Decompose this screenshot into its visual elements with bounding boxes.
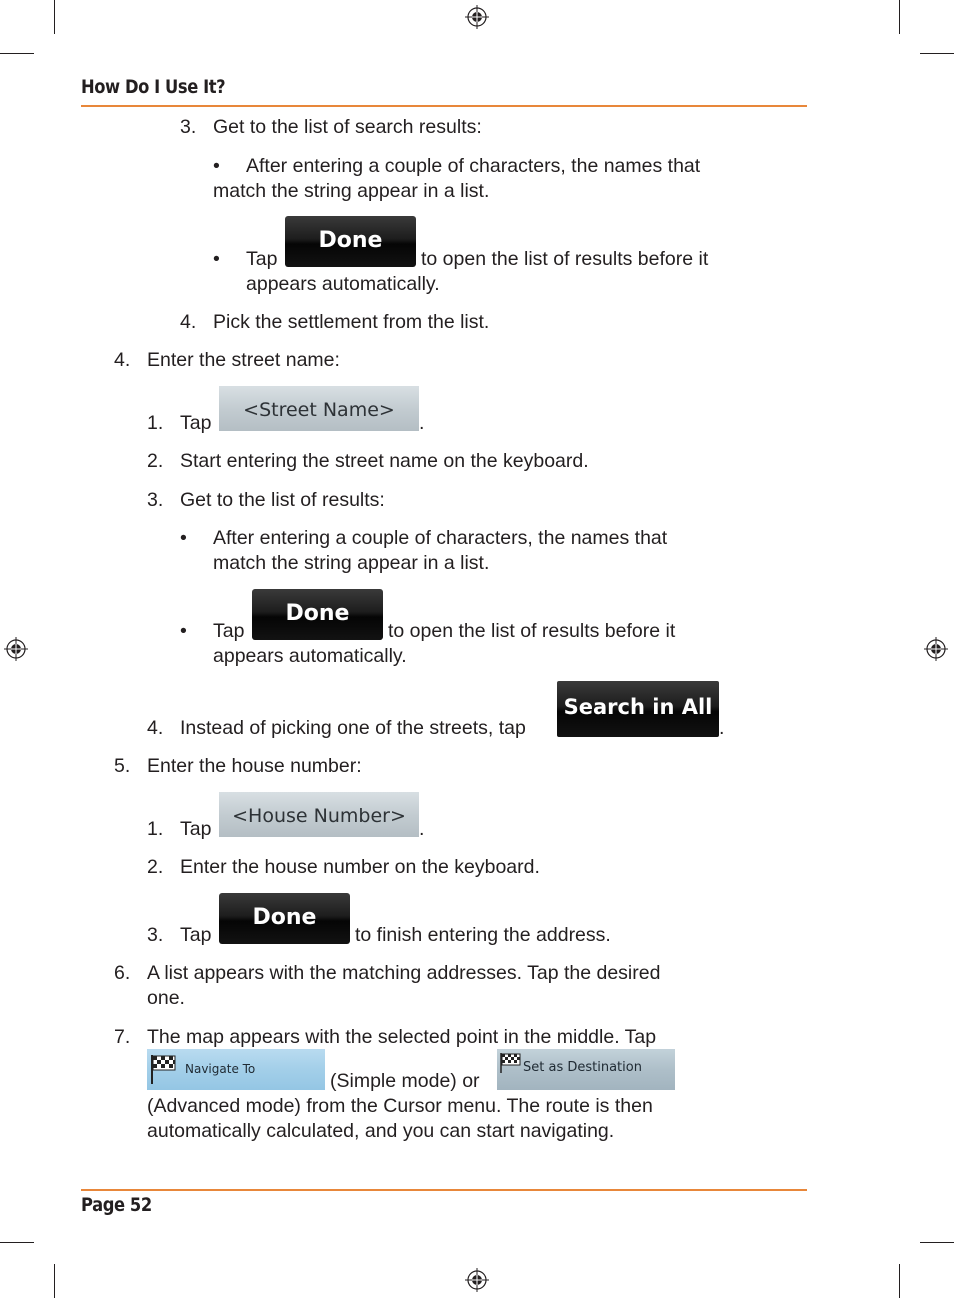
search-in-all-button-label: Search in All bbox=[563, 695, 713, 719]
substep-number: 1. bbox=[147, 818, 164, 840]
tap-label: Tap bbox=[180, 412, 212, 434]
tap-label: Tap bbox=[213, 620, 245, 642]
set-as-destination-button-label: Set as Destination bbox=[523, 1060, 642, 1075]
substep-number: 2. bbox=[147, 856, 164, 878]
punctuation: . bbox=[719, 717, 725, 739]
crop-mark bbox=[54, 1264, 55, 1298]
step-number: 7. bbox=[114, 1026, 131, 1048]
punctuation: . bbox=[419, 412, 425, 434]
substep-number: 1. bbox=[147, 412, 164, 434]
punctuation: . bbox=[419, 818, 425, 840]
step-text: Enter the house number: bbox=[147, 755, 362, 777]
bullet-text: appears automatically. bbox=[246, 273, 440, 295]
navigate-to-button[interactable] bbox=[147, 1049, 325, 1090]
substep-text: Get to the list of results: bbox=[180, 489, 385, 511]
substep-text: Enter the house number on the keyboard. bbox=[180, 856, 540, 878]
step-number: 6. bbox=[114, 962, 131, 984]
bullet: • bbox=[180, 527, 187, 549]
step-number: 3. bbox=[180, 116, 197, 138]
house-number-button[interactable] bbox=[219, 792, 419, 837]
step-text: Get to the list of search results: bbox=[213, 116, 482, 138]
step-text: automatically calculated, and you can start navigating. bbox=[147, 1120, 615, 1142]
step-text: Enter the street name: bbox=[147, 349, 340, 371]
footer-rule bbox=[81, 1189, 807, 1191]
step-text: one. bbox=[147, 987, 185, 1009]
substep-text: to finish entering the address. bbox=[355, 924, 611, 946]
bullet-text: appears automatically. bbox=[213, 645, 407, 667]
checkered-flag-icon bbox=[149, 1053, 179, 1085]
tap-label: Tap bbox=[180, 818, 212, 840]
substep-number: 4. bbox=[147, 717, 164, 739]
tap-label: Tap bbox=[180, 924, 212, 946]
step-text: (Simple mode) or bbox=[330, 1070, 480, 1092]
bullet-text: to open the list of results before it bbox=[421, 248, 709, 270]
street-name-button[interactable] bbox=[219, 386, 419, 431]
done-button-label: Done bbox=[285, 601, 350, 626]
done-button-label: Done bbox=[318, 228, 383, 253]
page-header-title: How Do I Use It? bbox=[81, 76, 226, 98]
registration-mark-icon bbox=[4, 637, 28, 661]
step-text: A list appears with the matching addresses. Tap the desired bbox=[147, 962, 661, 984]
done-button-label: Done bbox=[252, 905, 317, 930]
done-button[interactable] bbox=[219, 893, 350, 944]
bullet: • bbox=[180, 620, 187, 642]
step-text: (Advanced mode) from the Cursor menu. The route is then bbox=[147, 1095, 653, 1117]
step-number: 5. bbox=[114, 755, 131, 777]
registration-mark-icon bbox=[465, 5, 489, 29]
bullet: • bbox=[213, 155, 220, 177]
substep-text: Start entering the street name on the keyboard. bbox=[180, 450, 589, 472]
registration-mark-icon bbox=[465, 1268, 489, 1292]
substep-number: 3. bbox=[147, 489, 164, 511]
bullet-text: After entering a couple of characters, the names that bbox=[246, 155, 701, 177]
step-text: Pick the settlement from the list. bbox=[213, 311, 490, 333]
crop-mark bbox=[920, 1242, 954, 1243]
crop-mark bbox=[899, 0, 900, 34]
done-button[interactable] bbox=[252, 589, 383, 640]
registration-mark-icon bbox=[924, 637, 948, 661]
substep-number: 3. bbox=[147, 924, 164, 946]
checkered-flag-icon bbox=[499, 1052, 523, 1074]
bullet-text: match the string appear in a list. bbox=[213, 552, 490, 574]
header-rule bbox=[81, 105, 807, 107]
step-number: 4. bbox=[114, 349, 131, 371]
search-in-all-button[interactable] bbox=[557, 681, 719, 737]
bullet-text: After entering a couple of characters, the names that bbox=[213, 527, 668, 549]
crop-mark bbox=[0, 53, 34, 54]
substep-text: Instead of picking one of the streets, tap bbox=[180, 717, 526, 739]
bullet-text: to open the list of results before it bbox=[388, 620, 676, 642]
house-number-button-label: <House Number> bbox=[232, 805, 406, 827]
crop-mark bbox=[54, 0, 55, 34]
step-number: 4. bbox=[180, 311, 197, 333]
street-name-button-label: <Street Name> bbox=[243, 399, 395, 421]
bullet: • bbox=[213, 248, 220, 270]
crop-mark bbox=[899, 1264, 900, 1298]
page-number: Page 52 bbox=[81, 1194, 152, 1216]
done-button[interactable] bbox=[285, 216, 416, 267]
crop-mark bbox=[920, 53, 954, 54]
set-as-destination-button[interactable] bbox=[497, 1049, 675, 1090]
tap-label: Tap bbox=[246, 248, 278, 270]
bullet-text: match the string appear in a list. bbox=[213, 180, 490, 202]
step-text: The map appears with the selected point in the middle. Tap bbox=[147, 1026, 657, 1048]
substep-number: 2. bbox=[147, 450, 164, 472]
navigate-to-button-label: Navigate To bbox=[185, 1062, 256, 1076]
crop-mark bbox=[0, 1242, 34, 1243]
